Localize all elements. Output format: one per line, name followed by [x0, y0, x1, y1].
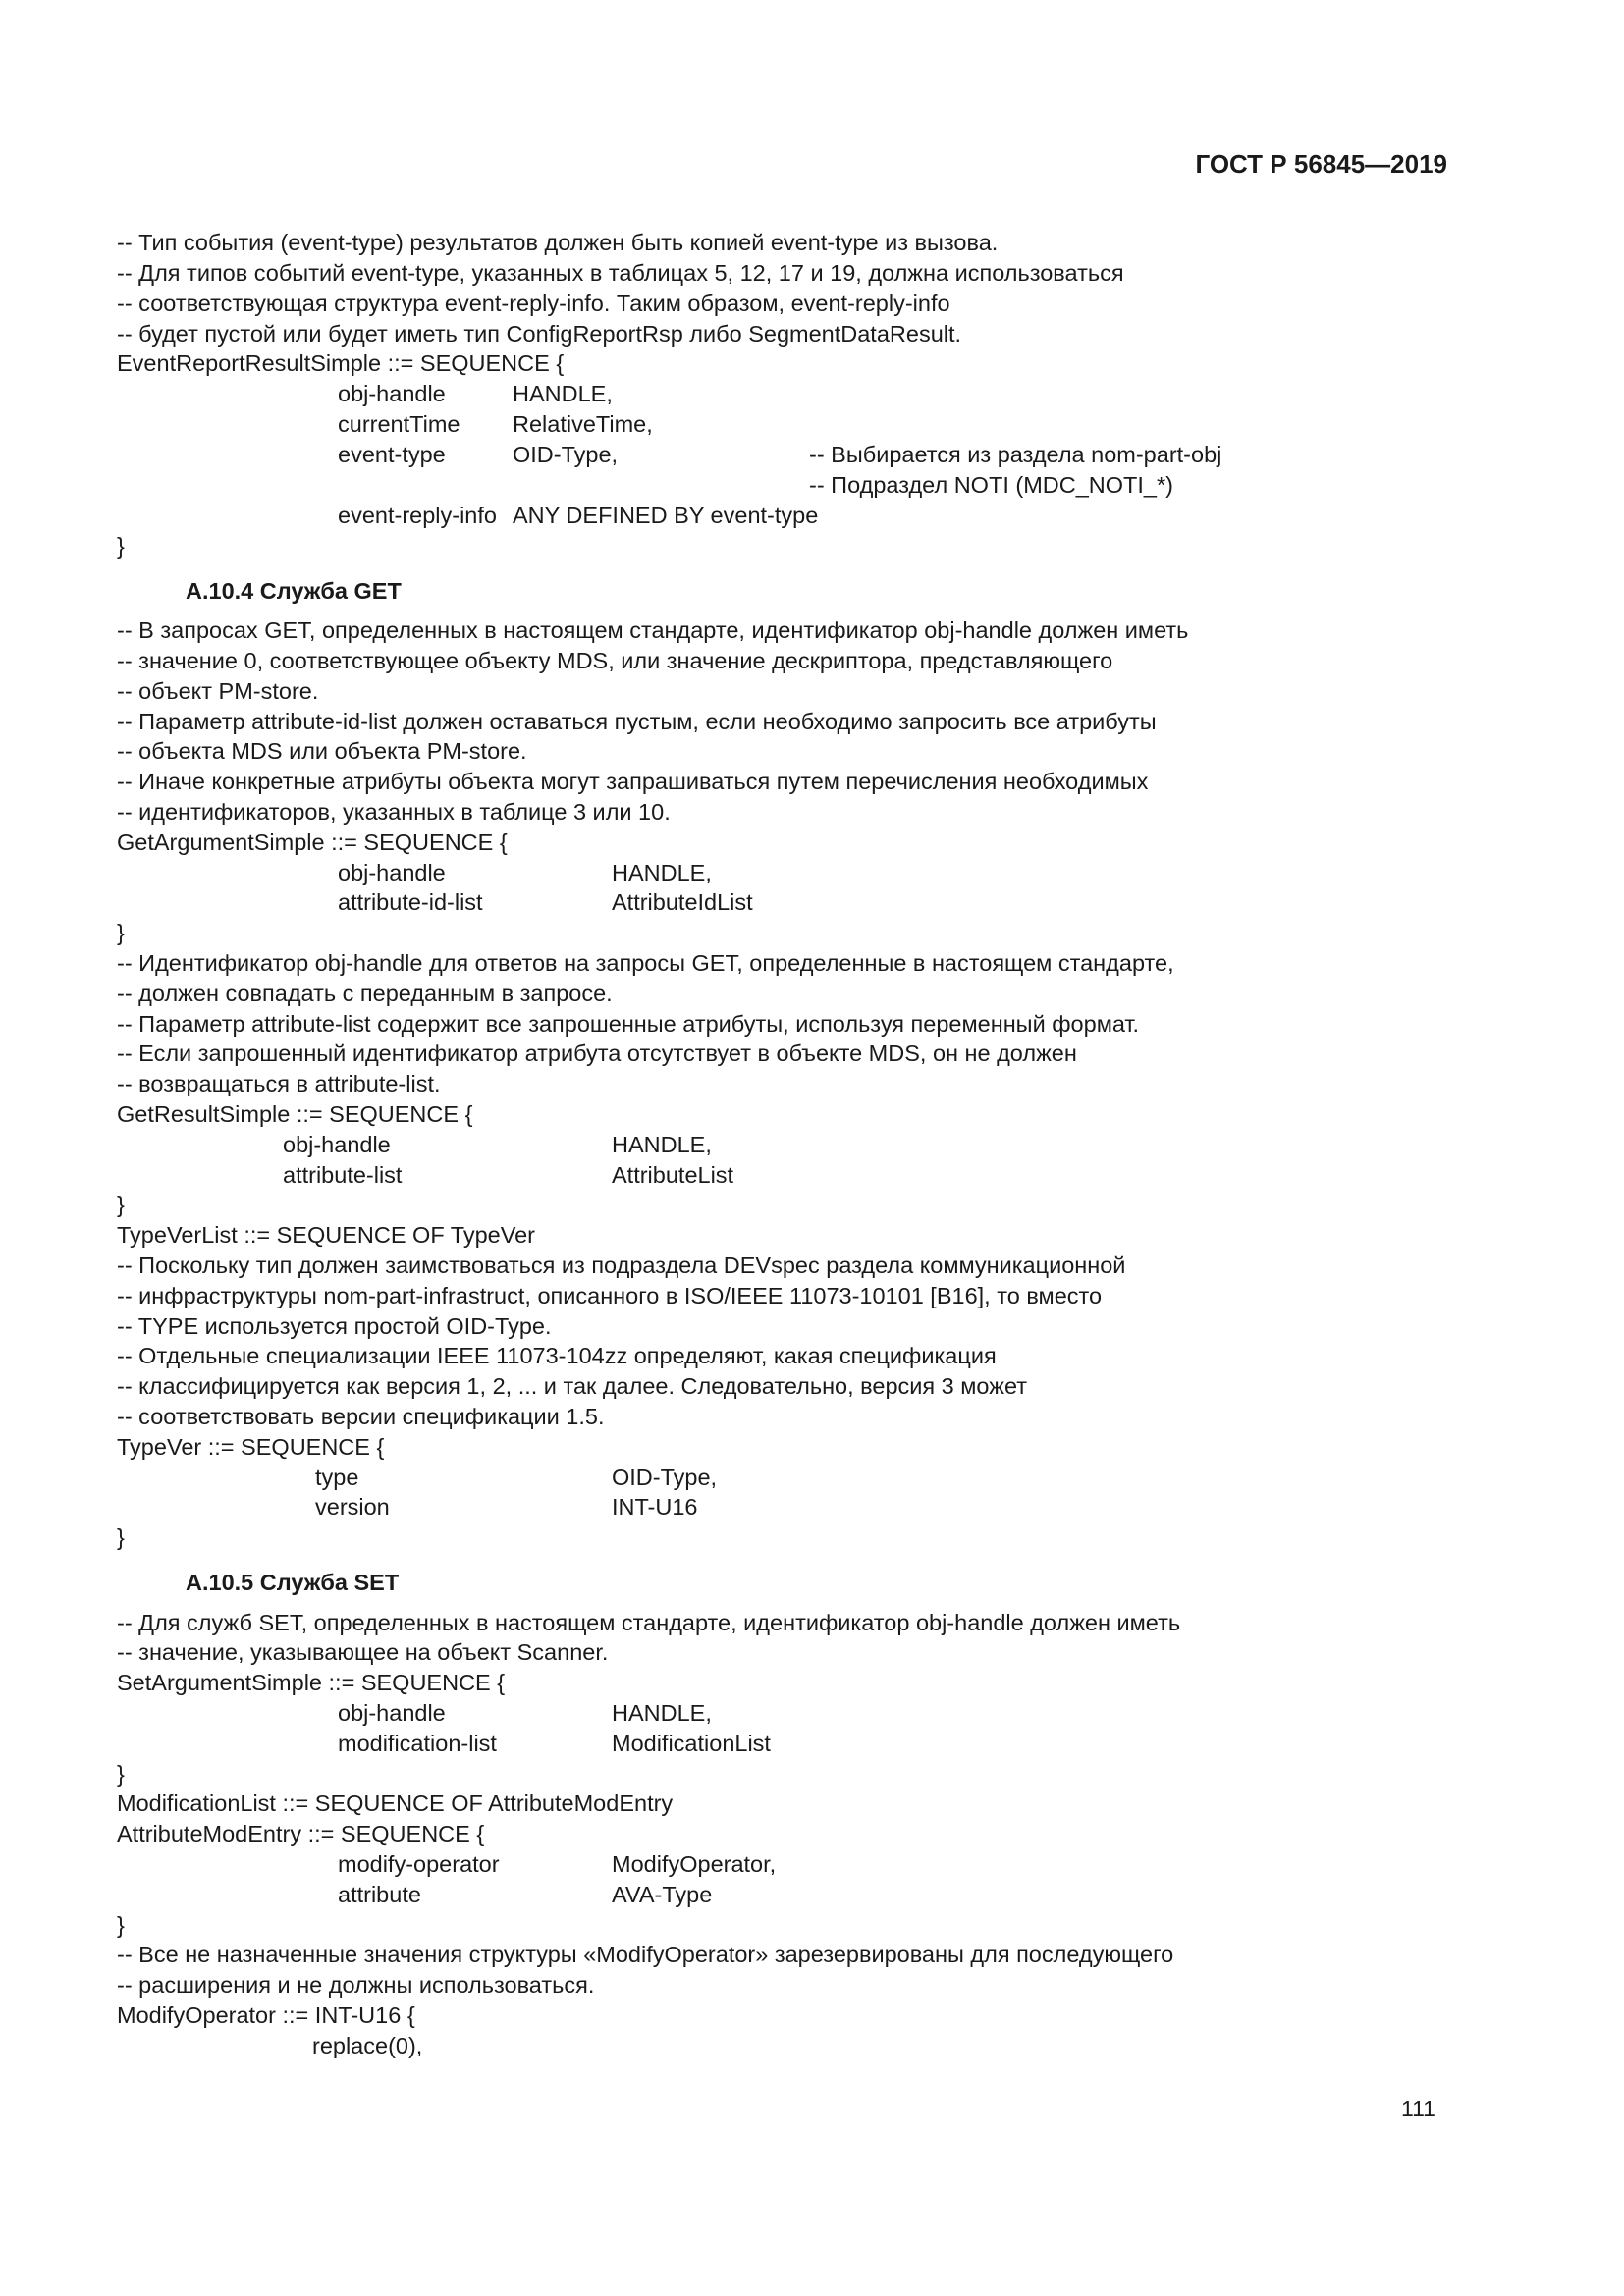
field-name: replace(0),: [312, 2033, 423, 2058]
field-comment: -- Подраздел NOTI (MDC_NOTI_*): [809, 472, 1173, 498]
field-name: currentTime: [338, 411, 460, 437]
text-line: -- Тип события (event-type) результатов должен быть копией event-type из вызова.: [117, 230, 999, 255]
field-comment: -- Выбирается из раздела nom-part-obj: [809, 442, 1222, 467]
document-header: ГОСТ Р 56845—2019: [1195, 149, 1447, 179]
field-type: INT-U16: [612, 1494, 698, 1520]
text-line: -- Иначе конкретные атрибуты объекта могут запрашиваться путем перечисления необходимых: [117, 769, 1149, 794]
field-name: version: [315, 1494, 390, 1520]
field-type: ModificationList: [612, 1731, 771, 1756]
text-line: -- Параметр attribute-list содержит все запрошенные атрибуты, используя переменный формат.: [117, 1011, 1140, 1037]
field-type: ANY DEFINED BY event-type: [513, 503, 819, 528]
field-name: modification-list: [338, 1731, 497, 1756]
text-line: -- объекта MDS или объекта PM-store.: [117, 738, 527, 764]
field-name: attribute-id-list: [338, 889, 483, 915]
field-type: HANDLE,: [612, 860, 712, 885]
code-line: ModificationList ::= SEQUENCE OF AttributeModEntry: [117, 1790, 674, 1816]
section-heading: А.10.4 Служба GET: [186, 578, 402, 604]
field-type: AttributeIdList: [612, 889, 753, 915]
text-line: -- соответствующая структура event-reply-info. Таким образом, event-reply-info: [117, 291, 950, 316]
field-name: obj-handle: [338, 860, 446, 885]
field-name: obj-handle: [338, 1700, 446, 1726]
field-name: event-reply-info: [338, 503, 497, 528]
text-line: -- соответствовать версии спецификации 1.5.: [117, 1404, 605, 1429]
page-number: 111: [1401, 2096, 1435, 2121]
code-line: TypeVerList ::= SEQUENCE OF TypeVer: [117, 1222, 536, 1248]
field-name: attribute-list: [283, 1162, 403, 1188]
field-name: obj-handle: [338, 381, 446, 406]
text-line: -- Поскольку тип должен заимствоваться из подраздела DEVspec раздела коммуникационной: [117, 1253, 1126, 1278]
text-line: -- классифицируется как версия 1, 2, ... и так далее. Следовательно, версия 3 может: [117, 1373, 1027, 1399]
text-line: -- возвращаться в attribute-list.: [117, 1071, 441, 1096]
field-type: HANDLE,: [612, 1132, 712, 1157]
text-line: -- Идентификатор obj-handle для ответов на запросы GET, определенные в настоящем стандарте,: [117, 950, 1174, 976]
text-line: -- Параметр attribute-id-list должен оставаться пустым, если необходимо запросить все атрибуты: [117, 709, 1157, 734]
text-line: -- Отдельные специализации IEEE 11073-104zz определяют, какая спецификация: [117, 1343, 997, 1368]
text-line: -- инфраструктуры nom-part-infrastruct, описанного в ISO/IEEE 11073-10101 [B16], то вместо: [117, 1283, 1103, 1308]
code-line: }: [117, 920, 125, 945]
text-line: -- Для типов событий event-type, указанных в таблицах 5, 12, 17 и 19, должна использоваться: [117, 260, 1124, 286]
field-name: type: [315, 1465, 359, 1490]
code-line: }: [117, 1524, 125, 1550]
text-line: -- В запросах GET, определенных в настоящем стандарте, идентификатор obj-handle должен иметь: [117, 617, 1189, 643]
code-line: }: [117, 533, 125, 559]
code-line: }: [117, 1761, 125, 1787]
text-line: -- объект PM-store.: [117, 678, 319, 704]
text-line: -- будет пустой или будет иметь тип ConfigReportRsp либо SegmentDataResult.: [117, 321, 962, 347]
text-line: -- Все не назначенные значения структуры «ModifyOperator» зарезервированы для последующего: [117, 1942, 1174, 1967]
field-type: AVA-Type: [612, 1882, 713, 1907]
code-line: EventReportResultSimple ::= SEQUENCE {: [117, 350, 565, 376]
code-line: }: [117, 1192, 125, 1217]
text-line: -- должен совпадать с переданным в запросе.: [117, 981, 613, 1006]
code-line: }: [117, 1912, 125, 1938]
code-line: TypeVer ::= SEQUENCE {: [117, 1434, 385, 1460]
field-type: HANDLE,: [513, 381, 613, 406]
field-type: OID-Type,: [612, 1465, 718, 1490]
code-line: AttributeModEntry ::= SEQUENCE {: [117, 1821, 485, 1846]
text-line: -- расширения и не должны использоваться.: [117, 1972, 595, 1998]
text-line: -- TYPE используется простой OID-Type.: [117, 1313, 552, 1339]
field-type: HANDLE,: [612, 1700, 712, 1726]
code-line: GetArgumentSimple ::= SEQUENCE {: [117, 829, 508, 855]
text-line: -- Если запрошенный идентификатор атрибута отсутствует в объекте MDS, он не должен: [117, 1041, 1077, 1066]
field-type: OID-Type,: [513, 442, 619, 467]
section-heading: А.10.5 Служба SET: [186, 1570, 400, 1595]
code-line: GetResultSimple ::= SEQUENCE {: [117, 1101, 473, 1127]
field-type: ModifyOperator,: [612, 1851, 777, 1877]
field-name: modify-operator: [338, 1851, 500, 1877]
field-type: RelativeTime,: [513, 411, 653, 437]
field-name: event-type: [338, 442, 446, 467]
code-line: SetArgumentSimple ::= SEQUENCE {: [117, 1670, 506, 1695]
text-line: -- Для служб SET, определенных в настоящем стандарте, идентификатор obj-handle должен иметь: [117, 1610, 1181, 1635]
field-type: AttributeList: [612, 1162, 734, 1188]
field-name: obj-handle: [283, 1132, 391, 1157]
text-line: -- значение 0, соответствующее объекту MDS, или значение дескриптора, представляющего: [117, 648, 1113, 673]
field-name: attribute: [338, 1882, 421, 1907]
text-line: -- значение, указывающее на объект Scanner.: [117, 1639, 609, 1665]
text-line: -- идентификаторов, указанных в таблице 3 или 10.: [117, 799, 671, 825]
code-line: ModifyOperator ::= INT-U16 {: [117, 2002, 415, 2028]
